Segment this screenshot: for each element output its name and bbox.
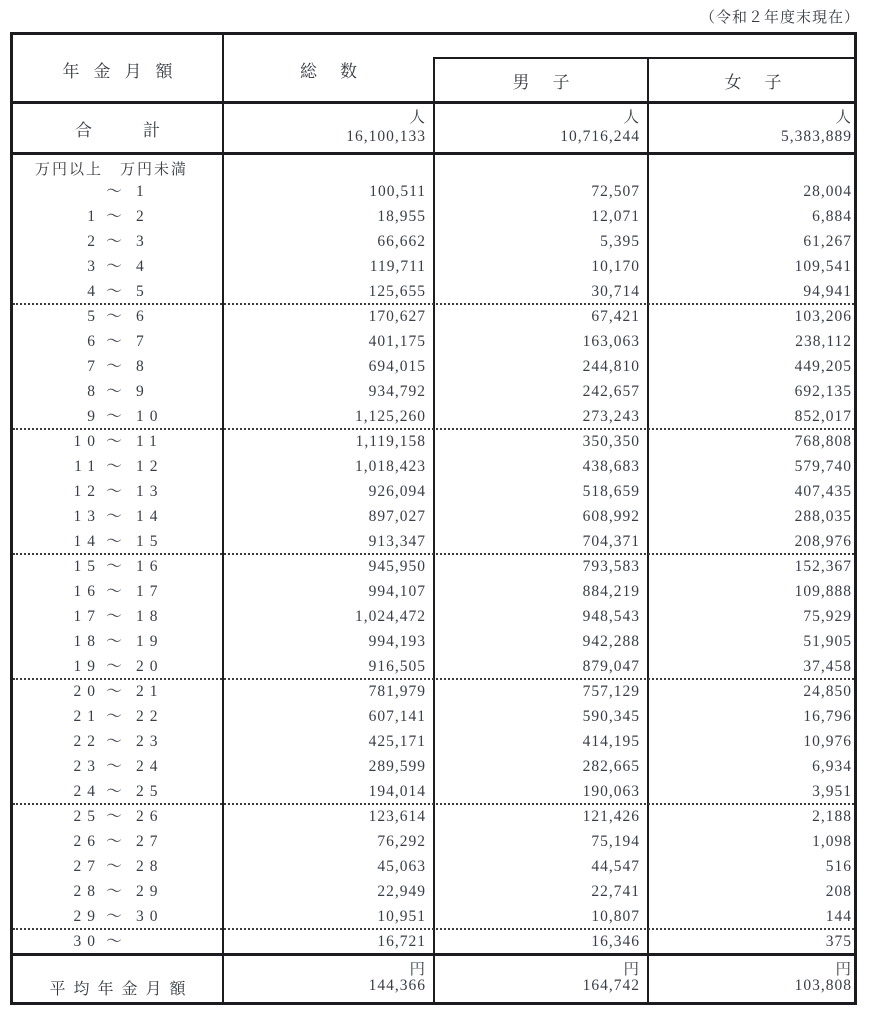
range-from: 18 [73, 633, 101, 650]
table-row [13, 829, 854, 854]
female-value: 109,888 [794, 583, 852, 600]
range-label [13, 654, 222, 679]
range-to: 4 [136, 258, 150, 275]
column-header-total: 総 数 [300, 62, 360, 81]
report-date-caption: （令和２年度末現在） [699, 10, 860, 26]
range-to: 17 [136, 583, 164, 600]
range-tilde: ～ [106, 783, 122, 800]
pension-distribution-table [10, 32, 857, 1005]
total-value: 994,107 [368, 583, 426, 600]
range-from: 3 [87, 258, 101, 275]
male-value: 942,288 [582, 633, 640, 650]
range-tilde: ～ [106, 433, 122, 450]
female-value: 516 [825, 858, 852, 875]
total-value: 694,015 [368, 358, 426, 375]
total-value: 897,027 [368, 508, 426, 525]
female-value: 449,205 [794, 358, 852, 375]
total-value: 289,599 [368, 758, 426, 775]
female-value: 103,206 [794, 308, 852, 325]
range-to [127, 929, 217, 954]
range-label [13, 754, 222, 779]
range-to: 10 [136, 408, 164, 425]
range-tilde: ～ [106, 883, 122, 900]
range-tilde: ～ [106, 483, 122, 500]
range-from: 21 [73, 708, 101, 725]
table-row [13, 179, 854, 204]
total-value: 916,505 [368, 658, 426, 675]
female-value: 6,884 [812, 208, 852, 225]
female-value: 28,004 [803, 183, 852, 200]
male-value: 608,992 [582, 508, 640, 525]
subheader-top-border [433, 57, 854, 59]
male-value: 190,063 [582, 783, 640, 800]
range-from [13, 179, 101, 204]
range-tilde: ～ [106, 683, 122, 700]
total-value: 18,955 [377, 208, 426, 225]
female-value: 10,976 [803, 733, 852, 750]
range-to: 7 [136, 333, 150, 350]
range-from: 17 [73, 608, 101, 625]
range-label [13, 404, 222, 429]
table-row [13, 904, 854, 929]
total-count-all: 16,100,133 [346, 128, 426, 145]
average-row-label: 平均年金月額 [49, 981, 194, 998]
male-value: 793,583 [582, 558, 640, 575]
male-value: 67,421 [591, 308, 640, 325]
total-value: 76,292 [377, 833, 426, 850]
male-value: 518,659 [582, 483, 640, 500]
female-value: 208 [825, 883, 852, 900]
range-label [13, 304, 222, 329]
range-tilde: ～ [106, 833, 122, 850]
male-value: 16,346 [591, 933, 640, 950]
total-value: 22,949 [377, 883, 426, 900]
table-row [13, 279, 854, 304]
total-value: 125,655 [368, 283, 426, 300]
table-row [13, 404, 854, 429]
total-value: 10,951 [377, 908, 426, 925]
range-to: 21 [136, 683, 164, 700]
range-to: 19 [136, 633, 164, 650]
table-row [13, 229, 854, 254]
range-tilde: ～ [106, 308, 122, 325]
average-unit-yen: 円 [623, 961, 640, 978]
range-label [13, 229, 222, 254]
male-value: 948,543 [582, 608, 640, 625]
range-label [13, 354, 222, 379]
range-to: 30 [136, 908, 164, 925]
column-header-female: 女 子 [724, 73, 785, 92]
range-from: 11 [74, 458, 101, 475]
range-label [13, 704, 222, 729]
range-label [13, 204, 222, 229]
range-from: 14 [73, 533, 101, 550]
range-to: 5 [136, 283, 150, 300]
table-row [13, 554, 854, 579]
range-to: 14 [136, 508, 164, 525]
male-value: 75,194 [591, 833, 640, 850]
range-to: 27 [136, 833, 164, 850]
range-to: 25 [136, 783, 164, 800]
total-value: 913,347 [368, 533, 426, 550]
male-value: 22,741 [591, 883, 640, 900]
total-value: 401,175 [368, 333, 426, 350]
table-body [13, 179, 854, 954]
table-row [13, 854, 854, 879]
male-value: 438,683 [582, 458, 640, 475]
female-value: 3,951 [812, 783, 852, 800]
range-to: 20 [136, 658, 164, 675]
table-row [13, 579, 854, 604]
average-unit-yen: 円 [835, 961, 852, 978]
range-from: 30 [73, 933, 101, 950]
range-from: 20 [73, 683, 101, 700]
table-row [13, 704, 854, 729]
table-row [13, 454, 854, 479]
total-row-label: 合 計 [75, 121, 177, 140]
range-tilde: ～ [106, 508, 122, 525]
table-row [13, 779, 854, 804]
total-value: 194,014 [368, 783, 426, 800]
female-value: 407,435 [794, 483, 852, 500]
range-label [13, 579, 222, 604]
range-tilde: ～ [106, 283, 122, 300]
total-value: 1,018,423 [355, 458, 426, 475]
range-to: 2 [136, 208, 150, 225]
range-tilde: ～ [106, 583, 122, 600]
range-from: 13 [73, 508, 101, 525]
male-value: 163,063 [582, 333, 640, 350]
range-to: 6 [136, 308, 150, 325]
male-value: 273,243 [582, 408, 640, 425]
range-to: 12 [136, 458, 164, 475]
range-to: 8 [136, 358, 150, 375]
range-to: 3 [136, 233, 150, 250]
range-to: 23 [136, 733, 164, 750]
table-row [13, 254, 854, 279]
range-label [13, 454, 222, 479]
range-label [13, 529, 222, 554]
range-from: 16 [73, 583, 101, 600]
range-from: 2 [87, 233, 101, 250]
total-value: 123,614 [368, 808, 426, 825]
range-tilde: ～ [106, 383, 122, 400]
table-row [13, 604, 854, 629]
range-tilde: ～ [106, 258, 122, 275]
male-value: 879,047 [582, 658, 640, 675]
range-from: 27 [73, 858, 101, 875]
range-tilde: ～ [106, 358, 122, 375]
table-row [13, 629, 854, 654]
range-to: 13 [136, 483, 164, 500]
range-to: 15 [136, 533, 164, 550]
range-tilde: ～ [106, 458, 122, 475]
range-tilde: ～ [106, 733, 122, 750]
range-from: 15 [73, 558, 101, 575]
total-count-female: 5,383,889 [781, 128, 852, 145]
average-amount-female: 103,808 [794, 977, 852, 994]
total-value: 1,125,260 [355, 408, 426, 425]
range-from: 5 [87, 308, 101, 325]
range-from: 7 [87, 358, 101, 375]
table-row [13, 354, 854, 379]
range-from: 4 [87, 283, 101, 300]
range-tilde: ～ [106, 758, 122, 775]
range-label [13, 779, 222, 804]
range-tilde: ～ [106, 208, 122, 225]
total-count-male: 10,716,244 [560, 128, 640, 145]
range-from: 25 [73, 808, 101, 825]
range-from: 10 [73, 433, 101, 450]
range-tilde: ～ [106, 408, 122, 425]
female-value: 152,367 [794, 558, 852, 575]
table-row [13, 879, 854, 904]
female-unit-persons: 人 [835, 109, 852, 126]
range-label [13, 929, 222, 954]
table-row [13, 329, 854, 354]
range-from: 23 [73, 758, 101, 775]
range-from: 26 [73, 833, 101, 850]
range-label [13, 254, 222, 279]
range-tilde: ～ [106, 533, 122, 550]
female-value: 852,017 [794, 408, 852, 425]
range-from: 8 [87, 383, 101, 400]
male-value: 44,547 [591, 858, 640, 875]
male-value: 5,395 [600, 233, 640, 250]
average-unit-yen: 円 [409, 961, 426, 978]
male-value: 242,657 [582, 383, 640, 400]
range-label [13, 679, 222, 704]
range-label [13, 729, 222, 754]
total-value: 994,193 [368, 633, 426, 650]
female-value: 61,267 [803, 233, 852, 250]
female-value: 288,035 [794, 508, 852, 525]
range-label [13, 554, 222, 579]
table-row [13, 479, 854, 504]
female-value: 208,976 [794, 533, 852, 550]
range-tilde: ～ [106, 333, 122, 350]
total-value: 1,119,158 [355, 433, 426, 450]
table-row [13, 204, 854, 229]
header-bottom-border [13, 101, 854, 104]
female-value: 37,458 [803, 658, 852, 675]
table-row [13, 429, 854, 454]
total-row-bottom-border [13, 152, 854, 155]
table-row [13, 654, 854, 679]
female-value: 94,941 [803, 283, 852, 300]
range-from: 9 [87, 408, 101, 425]
total-value: 945,950 [368, 558, 426, 575]
female-value: 51,905 [803, 633, 852, 650]
column-header-pension-amount: 年金月額 [62, 62, 187, 81]
total-value: 926,094 [368, 483, 426, 500]
range-from: 19 [73, 658, 101, 675]
range-label [13, 179, 222, 204]
total-value: 119,711 [369, 258, 426, 275]
range-tilde: ～ [106, 908, 122, 925]
female-value: 692,135 [794, 383, 852, 400]
table-row [13, 379, 854, 404]
female-value: 2,188 [812, 808, 852, 825]
male-value: 757,129 [582, 683, 640, 700]
range-label [13, 479, 222, 504]
range-to: 29 [136, 883, 164, 900]
range-from: 6 [87, 333, 101, 350]
female-value: 768,808 [794, 433, 852, 450]
range-label [13, 829, 222, 854]
total-value: 170,627 [368, 308, 426, 325]
range-label [13, 379, 222, 404]
total-value: 934,792 [368, 383, 426, 400]
male-value: 10,807 [591, 908, 640, 925]
female-value: 75,929 [803, 608, 852, 625]
female-value: 16,796 [803, 708, 852, 725]
female-value: 1,098 [812, 833, 852, 850]
range-to: 26 [136, 808, 164, 825]
range-label [13, 879, 222, 904]
range-to: 24 [136, 758, 164, 775]
total-value: 100,511 [369, 183, 426, 200]
female-value: 144 [825, 908, 852, 925]
male-value: 12,071 [591, 208, 640, 225]
male-value: 121,426 [582, 808, 640, 825]
male-value: 414,195 [582, 733, 640, 750]
range-label [13, 429, 222, 454]
range-to: 16 [136, 558, 164, 575]
range-tilde: ～ [106, 608, 122, 625]
male-value: 704,371 [582, 533, 640, 550]
range-tilde: ～ [106, 658, 122, 675]
table-row [13, 929, 854, 954]
range-tilde: ～ [106, 708, 122, 725]
total-value: 16,721 [377, 933, 426, 950]
range-tilde: ～ [106, 183, 122, 200]
range-label [13, 604, 222, 629]
range-to: 9 [136, 383, 150, 400]
range-label [13, 804, 222, 829]
table-row [13, 754, 854, 779]
male-value: 350,350 [582, 433, 640, 450]
male-value: 884,219 [582, 583, 640, 600]
female-value: 375 [825, 933, 852, 950]
total-value: 781,979 [368, 683, 426, 700]
range-tilde: ～ [106, 233, 122, 250]
female-value: 579,740 [794, 458, 852, 475]
total-value: 425,171 [368, 733, 426, 750]
table-row [13, 529, 854, 554]
total-value: 607,141 [368, 708, 426, 725]
male-value: 72,507 [591, 183, 640, 200]
range-label [13, 629, 222, 654]
average-amount-male: 164,742 [582, 977, 640, 994]
table-row [13, 729, 854, 754]
female-value: 109,541 [794, 258, 852, 275]
male-value: 590,345 [582, 708, 640, 725]
range-to: 22 [136, 708, 164, 725]
female-value: 24,850 [803, 683, 852, 700]
range-tilde: ～ [106, 633, 122, 650]
range-tilde: ～ [106, 933, 122, 950]
range-label [13, 279, 222, 304]
range-from: 12 [73, 483, 101, 500]
table-row [13, 304, 854, 329]
male-value: 10,170 [591, 258, 640, 275]
range-tilde: ～ [106, 858, 122, 875]
range-label [13, 329, 222, 354]
range-tilde: ～ [106, 558, 122, 575]
range-to: 28 [136, 858, 164, 875]
total-value: 45,063 [377, 858, 426, 875]
range-to: 1 [136, 183, 150, 200]
range-label [13, 504, 222, 529]
total-value: 1,024,472 [355, 608, 426, 625]
range-from: 29 [73, 908, 101, 925]
range-from: 1 [87, 208, 101, 225]
male-unit-persons: 人 [623, 109, 640, 126]
range-label [13, 904, 222, 929]
male-value: 282,665 [582, 758, 640, 775]
range-label [13, 854, 222, 879]
table-row [13, 504, 854, 529]
male-value: 244,810 [582, 358, 640, 375]
average-amount-total: 144,366 [368, 977, 426, 994]
range-tilde: ～ [106, 808, 122, 825]
range-from: 24 [73, 783, 101, 800]
table-row [13, 804, 854, 829]
range-from: 28 [73, 883, 101, 900]
total-value: 66,662 [377, 233, 426, 250]
male-value: 30,714 [591, 283, 640, 300]
range-column-header: 万円以上 万円未満 [35, 162, 189, 178]
female-value: 6,934 [812, 758, 852, 775]
range-to: 11 [136, 433, 163, 450]
table-row [13, 679, 854, 704]
total-unit-persons: 人 [409, 109, 426, 126]
female-value: 238,112 [795, 333, 852, 350]
range-to: 18 [136, 608, 164, 625]
column-header-male: 男 子 [512, 73, 573, 92]
range-from: 22 [73, 733, 101, 750]
